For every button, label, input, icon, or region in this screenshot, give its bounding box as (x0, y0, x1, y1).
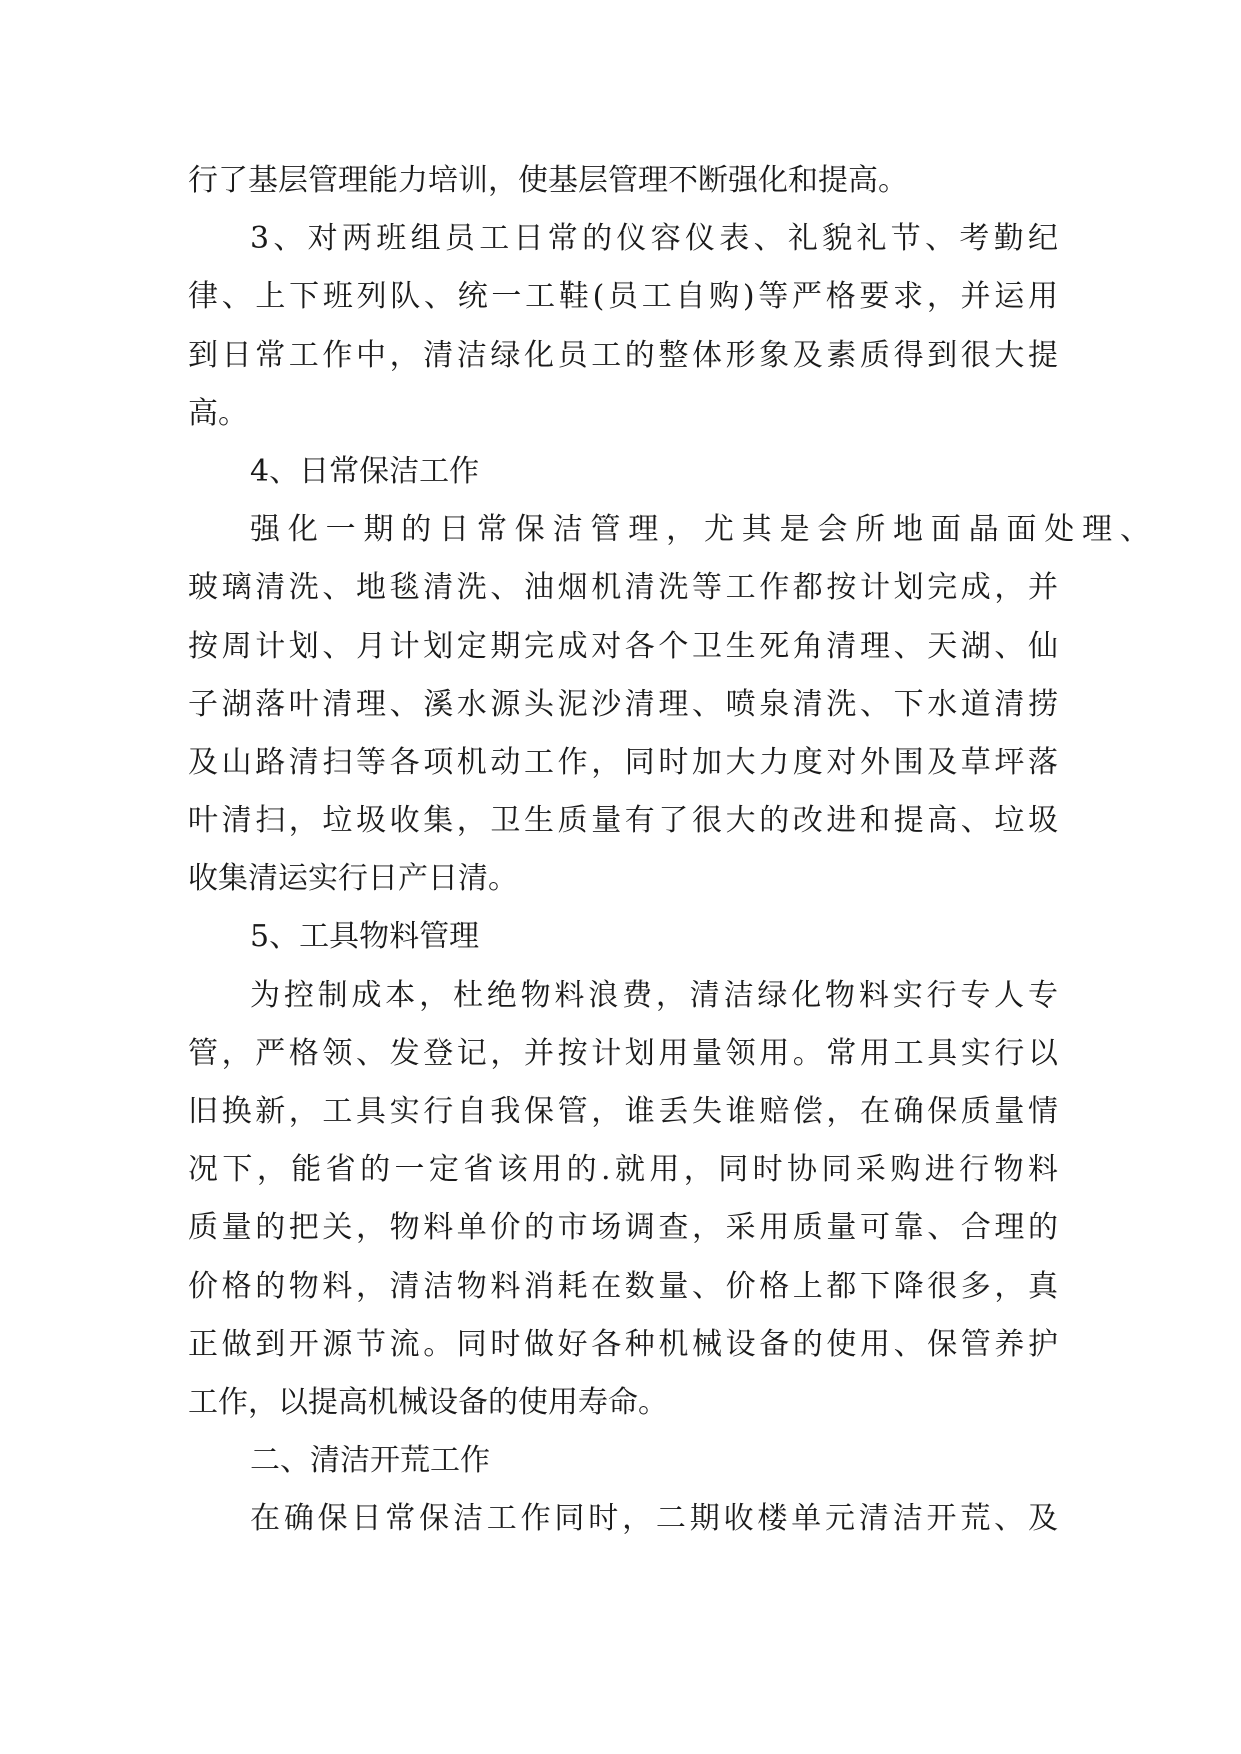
body-line: 玻璃清洗、地毯清洗、油烟机清洗等工作都按计划完成，并 (188, 570, 1058, 606)
body-line: 为控制成本，杜绝物料浪费，清洁绿化物料实行专人专 (250, 977, 1058, 1013)
section-heading: 4、日常保洁工作 (250, 453, 480, 489)
body-line: 及山路清扫等各项机动工作，同时加大力度对外围及草坪落 (188, 744, 1058, 780)
body-line: 子湖落叶清理、溪水源头泥沙清理、喷泉清洗、下水道清捞 (188, 686, 1058, 722)
section-heading: 5、工具物料管理 (250, 919, 480, 955)
body-line: 质量的把关，物料单价的市场调查，采用质量可靠、合理的 (188, 1210, 1058, 1246)
body-line: 到日常工作中，清洁绿化员工的整体形象及素质得到很大提 (188, 337, 1058, 373)
body-line: 律、上下班列队、统一工鞋(员工自购)等严格要求，并运用 (188, 279, 1058, 315)
document-body (188, 152, 1150, 1549)
body-line: 工作，以提高机械设备的使用寿命。 (188, 1384, 668, 1420)
section-heading: 二、清洁开荒工作 (250, 1443, 490, 1479)
body-line: 高。 (188, 395, 248, 431)
body-line: 3、对两班组员工日常的仪容仪表、礼貌礼节、考勤纪 (250, 221, 1058, 257)
body-line: 行了基层管理能力培训，使基层管理不断强化和提高。 (188, 163, 908, 198)
body-line: 按周计划、月计划定期完成对各个卫生死角清理、天湖、仙 (188, 628, 1058, 664)
body-line: 管，严格领、发登记，并按计划用量领用。常用工具实行以 (188, 1035, 1058, 1071)
body-line: 收集清运实行日产日清。 (188, 861, 518, 897)
body-line: 况下，能省的一定省该用的.就用，同时协同采购进行物料 (188, 1152, 1058, 1188)
body-line: 正做到开源节流。同时做好各种机械设备的使用、保管养护 (188, 1326, 1058, 1362)
body-line: 在确保日常保洁工作同时，二期收楼单元清洁开荒、及 (250, 1501, 1058, 1537)
body-line: 强化一期的日常保洁管理，尤其是会所地面晶面处理、 (250, 512, 1150, 548)
body-line: 价格的物料，清洁物料消耗在数量、价格上都下降很多，真 (188, 1268, 1058, 1304)
body-line: 旧换新，工具实行自我保管，谁丢失谁赔偿，在确保质量情 (188, 1094, 1058, 1129)
body-line: 叶清扫，垃圾收集，卫生质量有了很大的改进和提高、垃圾 (188, 803, 1058, 839)
